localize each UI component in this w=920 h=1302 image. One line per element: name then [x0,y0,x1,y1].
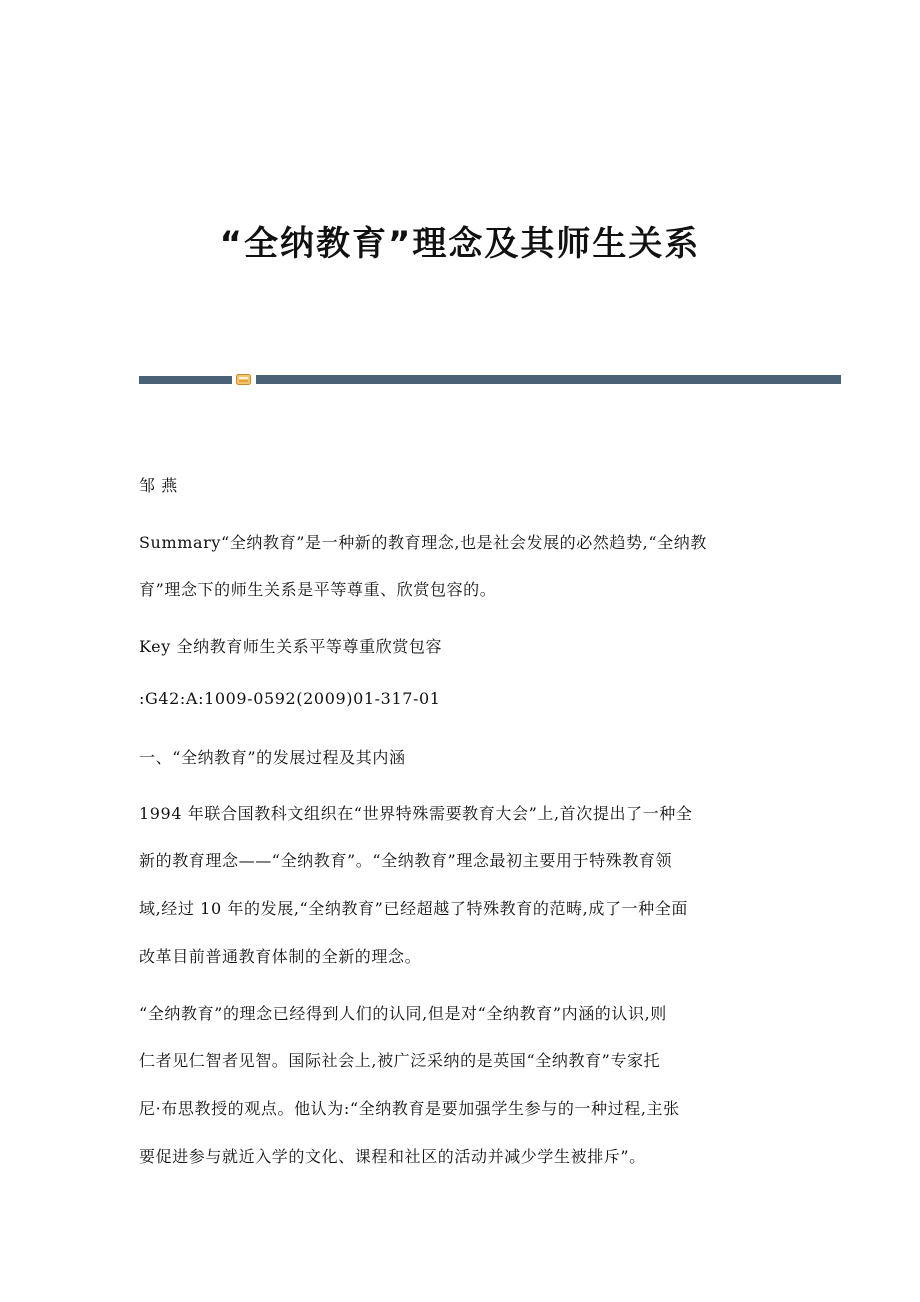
paragraph1-line-1: 1994 年联合国教科文组织在“世界特殊需要教育大会”上,首次提出了一种全 [139,804,693,823]
document-title: “全纳教育”理念及其师生关系 [219,224,701,264]
keywords: Key 全纳教育师生关系平等尊重欣赏包容 [139,637,443,656]
summary-line-2: 育”理念下的师生关系是平等尊重、欣赏包容的。 [139,580,497,599]
title-divider [139,374,841,386]
divider-bar-left [139,376,232,384]
paragraph1-line-2: 新的教育理念——“全纳教育”。“全纳教育”理念最初主要用于特殊教育领 [139,851,673,870]
paragraph1-line-3: 域,经过 10 年的发展,“全纳教育”已经超越了特殊教育的范畴,成了一种全面 [139,899,688,918]
divider-bar-right [256,375,841,384]
paragraph2-line-1: “全纳教育”的理念已经得到人们的认同,但是对“全纳教育”内涵的认识,则 [139,1004,667,1023]
section-heading: 一、“全纳教育”的发展过程及其内涵 [139,748,406,767]
classification: :G42:A:1009-0592(2009)01-317-01 [139,689,441,708]
paragraph1-line-4: 改革目前普通教育体制的全新的理念。 [139,947,422,966]
author: 邹 燕 [139,476,178,495]
paragraph2-line-4: 要促进参与就近入学的文化、课程和社区的活动并减少学生被排斥”。 [139,1147,646,1166]
summary-line-1: Summary“全纳教育”是一种新的教育理念,也是社会发展的必然趋势,“全纳教 [139,533,707,552]
paragraph2-line-3: 尼·布思教授的观点。他认为:“全纳教育是要加强学生参与的一种过程,主张 [139,1099,680,1118]
paragraph2-line-2: 仁者见仁智者见智。国际社会上,被广泛采纳的是英国“全纳教育”专家托 [139,1051,661,1070]
divider-ornament-icon [236,374,251,385]
